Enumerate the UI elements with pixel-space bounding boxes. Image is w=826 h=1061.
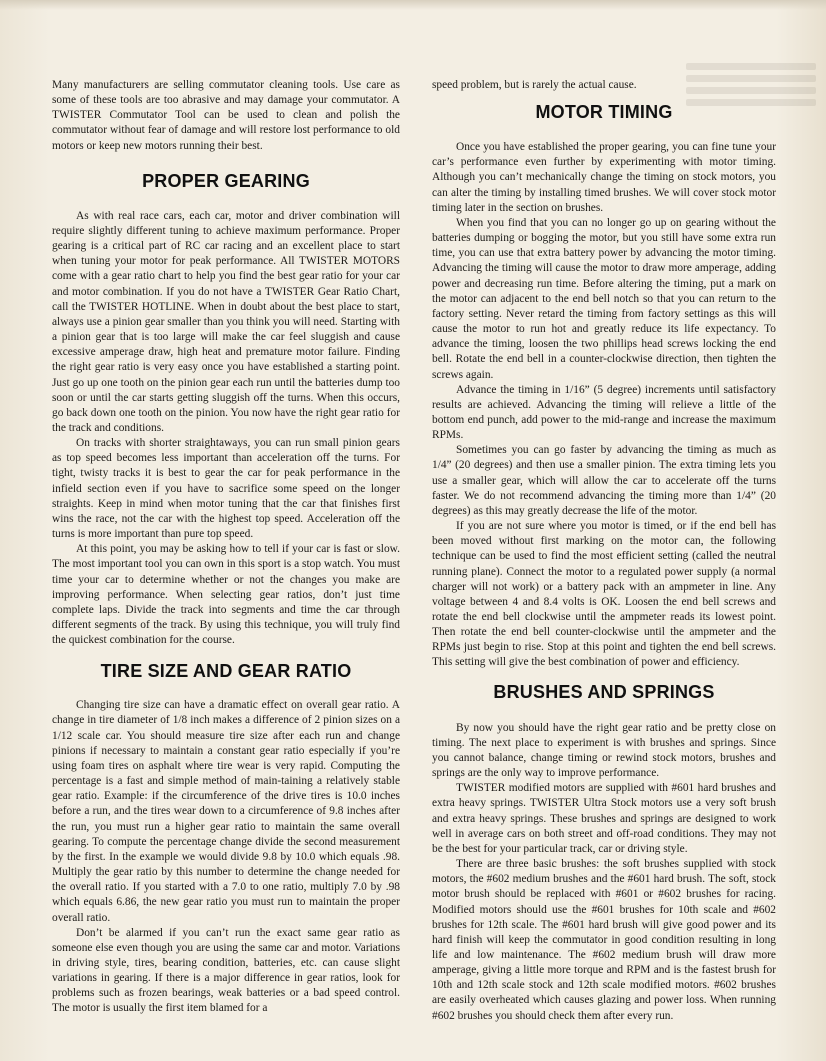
continuation-paragraph: speed problem, but is rarely the actual cause. — [432, 79, 637, 91]
timing-paragraph-2: When you find that you can no longer go up on gearing without the batteries dumping or bogging the motor, but you still have some extra run time, you can use that extra battery power by advancing the motor timing. Advancing the timing will cause the motor to draw more amperage, adding power and decreasing run time. Before altering the timing, put a mark on the motor can adjacent to the end bell notch so that you can return to the factory setting. Never retard the timing from factory settings as this will cause the motor to run hot and greatly reduce its life expectancy. To advance the timing, loosen the two phillips head screws locking the end bell. Rotate the end bell in a counter-clockwise direction, then tighten the screws again. — [432, 216, 776, 381]
brushes-paragraph-2: TWISTER modified motors are supplied with #601 hard brushes and extra heavy springs. TWISTER Ultra Stock motors use a very soft brush and extra heavy springs. These brushes and springs are designed to work well in average cars on both street and off-road conditions. They may not be the best for your particular track, car or driving style. — [432, 782, 776, 855]
tire-paragraph-1: Changing tire size can have a dramatic effect on overall gear ratio. A change in tire diameter of 1/8 inch makes a difference of 2 pinion sizes on a 1/12 scale car. You should measure tire size after each run and change pinions if necessary to maintain a constant gear ratio especially if you’re using foam tires on asphalt where tire wear is very rapid. Computing the percentage is a fast and simple method of main-taining a relatively stable gear ratio. Example: if the circumference of the drive tires is 10.0 inches before a run, and the tires wear down to a circumference of 9.8 inches after the run, you must run a higher gear ratio to maintain the same overall gearing. To compute the percentage change divide the second measurement by the first. In the example we would divide 9.8 by 10.0 which equals .98. Multiply the gear ratio by this number to determine the change needed for the overall ratio. If you started with a 7.0 to one ratio, multiply 7.0 by .98 which equals 6.86, the new gear ratio you must run to maintain the proper overall ratio. — [52, 699, 400, 924]
heading-proper-gearing: PROPER GEARING — [142, 170, 310, 191]
gearing-paragraph-2: On tracks with shorter straightaways, you can run small pinion gears as top speed becomes less important than acceleration off the turns. For tight, twisty tracks it is best to gear the car for peak performance in the infield section even if you have to sacrifice some speed on the longer straights. Keep in mind when motor tuning that the car that finishes first wins the race, not the car with the highest top speed. Acceleration off the turns is more important than pure top speed. — [52, 437, 400, 541]
tire-paragraph-2: Don’t be alarmed if you can’t run the exact same gear ratio as someone else even though you are using the same car and motor. Variations in driving style, tires, bearing condition, batteries, etc. can cause slight variations in gearing. If there is a major difference in gear ratios, look for problems such as frozen bearings, weak batteries or a bad speed control. The motor is usually the first item blamed for a — [52, 926, 400, 1015]
timing-paragraph-3: Advance the timing in 1/16” (5 degree) increments until satisfactory results are achieved. Advancing the timing will relieve a little of the bottom end punch, add power to the mid-range and increase the maximum RPMs. — [432, 383, 776, 442]
right-column — [432, 78, 776, 1024]
intro-paragraph: Many manufacturers are selling commutator cleaning tools. Use care as some of these tools are too abrasive and may damage your commutator. A TWISTER Commutator Tool can be used to clean and polish the commutator without fear of damage and will restore lost performance to old motors or keep new motors running their best. — [52, 79, 400, 152]
heading-motor-timing: MOTOR TIMING — [535, 102, 673, 123]
timing-paragraph-4: Sometimes you can go faster by advancing the timing as much as 1/4” (20 degrees) and then use a smaller pinion. The extra timing lets you use a smaller gear, which will allow the car to accelerate off the turns faster. We do not recommend advancing the timing more than 1/4” (20 degrees) as this may greatly decrease the life of the motor. — [432, 444, 776, 517]
gearing-paragraph-3: At this point, you may be asking how to tell if your car is fast or slow. The most important tool you can own in this sport is a stop watch. You must time your car to determine whether or not the changes you make are improving performance. When selecting gear ratios, don’t just time complete laps. Divide the track into segments and time the car through different segments of the track. By using this technique, you will truly find the quickest combination for the course. — [52, 543, 400, 647]
page-edge-shadow — [0, 0, 826, 10]
timing-paragraph-1: Once you have established the proper gearing, you can fine tune your car’s performance even further by experimenting with motor timing. Although you can’t mechanically change the timing on stock motors, you can alter the timing by installing timed brushes. We will cover stock motor timing later in the section on brushes. — [432, 141, 776, 214]
left-column — [52, 78, 400, 1017]
gearing-paragraph-1: As with real race cars, each car, motor and driver combination will require slightly different tuning to achieve maximum performance. Proper gearing is a critical part of RC car racing and an excellent place to start when tuning your motor for peak performance. All TWISTER MOTORS come with a gear ratio chart to help you find the best gear ratio for your car and motor combination. If you do not have a TWISTER Gear Ratio Chart, call the TWISTER HOTLINE. When in doubt about the best place to start, always use a pinion gear smaller than you think you will need. Starting with a pinion gear that is too large will make the car feel sluggish and cause excessive amperage draw, high heat and premature motor failure. Finding the right gear ratio is very easy once you have established a starting point. Just go up one tooth on the pinion gear each run until the batteries dump too soon or until the car starts getting sluggish off the turns. When this occurs, go back down one tooth on the pinion. You now have the right gear ratio for the track and conditions. — [52, 209, 400, 434]
heading-brushes-springs: BRUSHES AND SPRINGS — [493, 681, 715, 702]
timing-paragraph-5: If you are not sure where you motor is timed, or if the end bell has been moved without first marking on the motor can, the following technique can be used to find the most efficient setting (called the neutral running plane). Connect the motor to a regulated power supply (a normal charger will not work) or a battery pack with an ampmeter in line. Any voltage between 4 and 8.4 volts is OK. Loosen the end bell screws and rotate the end bell clockwise until the ampmeter reads its lowest point. Then rotate the end bell counter-clockwise until the ampmeter and the RPMs just begin to rise. Stop at this point and tighten the end bell screws. This setting will give the best combination of power and efficiency. — [432, 520, 776, 669]
brushes-paragraph-3: There are three basic brushes: the soft brushes supplied with stock motors, the #602 medium brushes and the #601 hard brush. The soft, stock motor brush should be replaced with #601 or #602 brushes for racing. Modified motors should use the #601 brushes for 10th scale and #602 brushes for 12th scale. The #601 hard brush will give good power and its hard finish will keep the commutator in good condition resulting in long life and low maintenance. The #602 medium brush will draw more amperage, giving a little more torque and RPM and is the fastest brush for 10th and 12th scale stock and 12th scale modified motors. #602 brushes are easily overheated which causes glazing and power loss. When running #602 brushes you should check them after every run. — [432, 858, 776, 1022]
heading-tire-size: TIRE SIZE AND GEAR RATIO — [100, 661, 352, 682]
brushes-paragraph-1: By now you should have the right gear ratio and be pretty close on timing. The next place to experiment is with brushes and springs. Since you cannot balance, change timing or rewind stock motors, brushes and springs are the only way to improve performance. — [432, 721, 776, 780]
